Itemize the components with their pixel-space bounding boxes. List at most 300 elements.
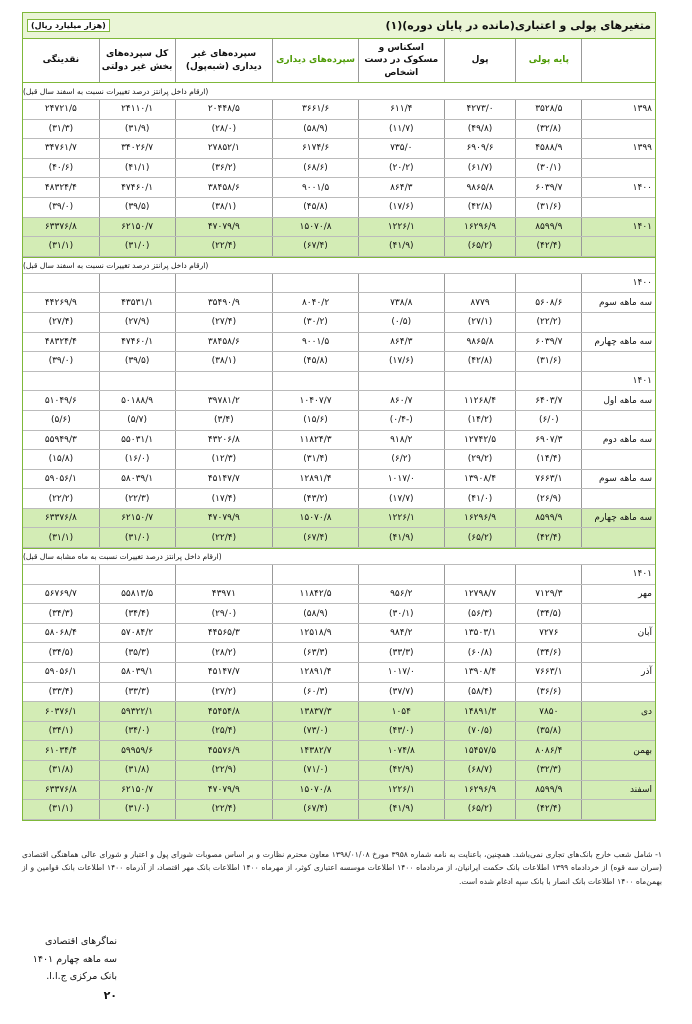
percent-change-row <box>23 120 655 140</box>
row-label: سه ماهه سوم <box>581 470 655 489</box>
row-label <box>581 604 655 623</box>
table-cell <box>444 372 516 391</box>
table-cell: (۲۲/۴) <box>175 237 273 256</box>
table-cell: ۹۸۶۵/۸ <box>444 333 516 352</box>
table-cell: ۶۹۰۹/۶ <box>444 139 516 158</box>
table-cell: (۲۲/۴) <box>175 528 273 547</box>
header-cell: کل سپرده‌های بخش غیر دولتی <box>99 39 175 82</box>
row-label: ۱۳۹۹ <box>581 139 655 158</box>
table-cell: ۴۸۳۲۴/۴ <box>44 182 77 193</box>
table-cell: (۱۴/۲) <box>444 411 516 430</box>
table-cell: (۶۷/۴) <box>272 237 358 256</box>
table-cell: ۱۱۲۶۸/۴ <box>444 391 516 410</box>
table-cell: (۷۱/۰) <box>272 761 358 780</box>
table-cell: ۱۰۵۴ <box>358 702 444 721</box>
percent-change-row <box>23 683 655 703</box>
table-cell <box>358 372 444 391</box>
table-cell: ۵۹۰۵۶/۱ <box>44 667 77 678</box>
table-cell: ۷۸۵۰ <box>515 702 581 721</box>
table-cell: (۳۹/۰) <box>48 202 74 213</box>
table-cell: ۱۶۲۹۶/۹ <box>444 509 516 528</box>
table-cell: (۰/۴-) <box>358 411 444 430</box>
table-cell: (۴۵/۸) <box>272 352 358 371</box>
table-title: متغیرهای پولی و اعتباری(مانده در پایان دوره)(۱) <box>385 19 651 32</box>
row-label <box>581 198 655 217</box>
table-cell: (۳۹/۵) <box>99 198 175 217</box>
table-cell: ۴۴۵۶۵/۳ <box>175 624 273 643</box>
table-cell: (۲۹/۲) <box>444 450 516 469</box>
table-cell <box>444 565 516 584</box>
table-cell: ۱۲۲۶/۱ <box>358 509 444 528</box>
table-cell: (۳۱/۰) <box>99 528 175 547</box>
table-cell: (۳۴/۶) <box>515 643 581 662</box>
table-cell: ۶۲۱۵۰/۷ <box>99 509 175 528</box>
table-cell: ۵۹۹۵۹/۶ <box>99 741 175 760</box>
table-cell: (۲۲/۳) <box>99 489 175 508</box>
table-cell: (۴۱/۱) <box>99 159 175 178</box>
table-cell: ۵۹۳۲۲/۱ <box>99 702 175 721</box>
value-row <box>23 293 655 313</box>
table-cell: (۴۵/۸) <box>272 198 358 217</box>
publisher-name: بانک مرکزی ج.ا.ا. <box>46 971 117 983</box>
table-cell: (۲۸/۰) <box>175 120 273 139</box>
table-cell: ۹۸۴/۲ <box>358 624 444 643</box>
row-label: سه ماهه سوم <box>581 293 655 312</box>
table-cell: ۲۰۴۴۸/۵ <box>175 100 273 119</box>
table-cell: (۲۷/۴) <box>48 317 74 328</box>
row-label <box>581 683 655 702</box>
table-cell: (۳۵/۸) <box>515 722 581 741</box>
table-cell: ۱۲۵۱۸/۹ <box>272 624 358 643</box>
table-cell: (۶۵/۲) <box>444 237 516 256</box>
table-cell: ۵۷۰۸۴/۲ <box>99 624 175 643</box>
table-cell: ۶۰۳۷۶/۱ <box>44 706 77 717</box>
row-label <box>581 761 655 780</box>
table-cell: ۵۵۹۴۹/۳ <box>44 434 77 445</box>
column-header-row <box>23 39 655 83</box>
table-cell: (۲۲/۲) <box>48 493 74 504</box>
table-cell <box>358 274 444 293</box>
table-cell: ۴۷۰۷۹/۹ <box>175 509 273 528</box>
table-cell: (۳۱/۴) <box>272 450 358 469</box>
row-label <box>581 313 655 332</box>
percent-change-row <box>23 761 655 781</box>
row-label <box>581 800 655 819</box>
row-label <box>581 237 655 256</box>
percent-change-row <box>23 604 655 624</box>
row-label: دی <box>581 702 655 721</box>
table-cell: (۱۷/۶) <box>358 352 444 371</box>
percent-change-row <box>23 313 655 333</box>
table-cell: ۱۲۲۶/۱ <box>358 781 444 800</box>
table-cell: (۲۸/۲) <box>175 643 273 662</box>
table-cell: ۶۱۰۳۴/۴ <box>44 745 77 756</box>
table-cell: (۴۳/۰) <box>358 722 444 741</box>
footnote: ۱- شامل شعب خارج بانک‌های تجاری نمی‌باشد. همچنین، باعنایت به نامه شماره ۳۹۵۸ مورخ ۱۳۹۸/۰۱/۰۸ معاون محترم نظارت و بر اساس مصوبات شورای پول و اعتبار و شورای عالی هماهنگی اقتصادی (سران سه قوه) از خردادماه ۱۳۹۹ اطلاعات بانک حکمت ایرانیان، از مردادماه ۱۴۰۰ اطلاعات موسسه اعتباری کوثر، از مهرماه ۱۴۰۰ اطلاعات بانک مهر اقتصاد، از آذرماه ۱۴۰۰ اطلاعات بانک قوامین و از بهمن‌ماه ۱۴۰۰ اطلاعات بانک انصار با بانک سپه ادغام شده است. <box>22 850 663 886</box>
row-label: ۱۴۰۱ <box>581 372 655 391</box>
table-cell: (۳۱/۰) <box>99 800 175 819</box>
table-cell: ۴۵۴۵۴/۸ <box>175 702 273 721</box>
table-cell: ۴۳۵۳۱/۱ <box>99 293 175 312</box>
table-cell: (۳۱/۶) <box>515 198 581 217</box>
table-cell: ۱۰۱۷/۰ <box>358 663 444 682</box>
header-cell: سپرده‌های غیر دیداری (شبه‌پول) <box>175 39 273 82</box>
table-cell: ۶۳۳۷۶/۸ <box>44 513 77 524</box>
table-cell: ۶۳۳۷۶/۸ <box>44 221 77 232</box>
table-cell: ۳۵۴۹۰/۹ <box>175 293 273 312</box>
row-label: ۱۳۹۸ <box>581 100 655 119</box>
table-cell: ۱۶۲۹۶/۹ <box>444 781 516 800</box>
table-cell: ۹۰۰۱/۵ <box>272 333 358 352</box>
publication-colophon <box>33 933 117 1006</box>
table-cell: ۵۸۰۳۹/۱ <box>99 470 175 489</box>
table-cell: (۳۶/۶) <box>515 683 581 702</box>
table-cell: ۴۲۷۳/۰ <box>444 100 516 119</box>
table-cell: (۲۷/۲) <box>175 683 273 702</box>
percent-change-row <box>23 800 655 820</box>
table-cell: ۱۲۷۴۲/۵ <box>444 431 516 450</box>
table-cell: (۱۵/۶) <box>272 411 358 430</box>
table-cell: ۱۶۲۹۶/۹ <box>444 218 516 237</box>
table-cell: ۵۶۰۸/۶ <box>515 293 581 312</box>
table-cell: ۶۴۰۳/۷ <box>515 391 581 410</box>
table-cell: (۵۸/۴) <box>444 683 516 702</box>
table-cell: ۵۵۰۳۱/۱ <box>99 431 175 450</box>
row-label: سه ماهه چهارم <box>581 333 655 352</box>
table-cell: ۶۲۱۵۰/۷ <box>99 781 175 800</box>
publication-name: نماگرهای اقتصادی <box>44 936 117 947</box>
table-cell <box>99 274 175 293</box>
table-cell: (۲۰/۲) <box>358 159 444 178</box>
table-cell: (۶/۲) <box>358 450 444 469</box>
table-cell <box>175 372 273 391</box>
table-cell: ۴۵۸۸/۹ <box>515 139 581 158</box>
table-body <box>23 83 655 820</box>
value-row <box>23 624 655 644</box>
table-cell: ۷۶۶۳/۱ <box>515 663 581 682</box>
table-cell: (۴۱/۹) <box>358 528 444 547</box>
table-cell: (۳۴/۳) <box>48 608 74 619</box>
table-cell: ۴۵۱۴۷/۷ <box>175 470 273 489</box>
header-cell: پایه پولی <box>515 39 581 82</box>
value-row <box>23 333 655 353</box>
table-cell: ۴۸۳۲۴/۴ <box>44 336 77 347</box>
table-cell: (۵۸/۹) <box>272 120 358 139</box>
table-cell: (۳۱/۸) <box>48 765 74 776</box>
row-label: ۱۴۰۱ <box>581 218 655 237</box>
row-label <box>581 352 655 371</box>
table-cell: (۴۱/۹) <box>358 237 444 256</box>
table-cell: (۵۶/۳) <box>444 604 516 623</box>
table-cell <box>23 274 99 293</box>
table-cell <box>175 274 273 293</box>
table-cell: ۴۷۰۷۹/۹ <box>175 218 273 237</box>
table-cell: (۴۲/۴) <box>515 528 581 547</box>
table-cell: ۶۱۱/۴ <box>358 100 444 119</box>
table-cell: ۸۵۹۹/۹ <box>515 509 581 528</box>
publication-period: سه ماهه چهارم ۱۴۰۱ <box>32 953 117 965</box>
table-cell: (۱۷/۷) <box>358 489 444 508</box>
table-cell: (۳۳/۳) <box>99 683 175 702</box>
table-cell: (۳۱/۱) <box>48 241 74 252</box>
row-label: مهر <box>581 585 655 604</box>
table-cell: (۳۲/۸) <box>515 120 581 139</box>
table-cell: (۳۰/۲) <box>272 313 358 332</box>
monetary-variables-table <box>22 12 656 821</box>
table-cell: (۳۱/۶) <box>515 352 581 371</box>
table-cell: (۴۲/۴) <box>515 237 581 256</box>
table-cell: (۱۲/۳) <box>175 450 273 469</box>
table-cell: (۷۳/۰) <box>272 722 358 741</box>
table-cell: ۵۹۰۵۶/۱ <box>44 473 77 484</box>
table-cell <box>272 565 358 584</box>
table-cell: (۳۱/۰) <box>99 237 175 256</box>
table-cell: (۴۹/۸) <box>444 120 516 139</box>
table-cell: ۲۴۱۱۰/۱ <box>99 100 175 119</box>
table-cell: (۴۲/۹) <box>358 761 444 780</box>
table-cell: ۴۴۲۶۹/۹ <box>44 297 77 308</box>
year-heading-row <box>23 565 655 585</box>
table-cell: ۹۰۰۱/۵ <box>272 178 358 197</box>
table-cell: (۷۰/۵) <box>444 722 516 741</box>
table-cell: (۶۸/۶) <box>272 159 358 178</box>
table-cell <box>444 274 516 293</box>
table-cell: (۴۲/۴) <box>515 800 581 819</box>
table-cell: (۲۵/۴) <box>175 722 273 741</box>
table-cell <box>358 565 444 584</box>
table-cell: (۳۶/۲) <box>175 159 273 178</box>
table-cell: ۶۰۳۹/۷ <box>515 178 581 197</box>
table-cell: (۲۲/۴) <box>175 800 273 819</box>
row-label <box>581 528 655 547</box>
table-cell: ۵۵۸۱۳/۵ <box>99 585 175 604</box>
table-cell: (۶۰/۸) <box>444 643 516 662</box>
table-cell: (۲۶/۹) <box>515 489 581 508</box>
table-cell: ۸۶۴/۳ <box>358 178 444 197</box>
table-cell: (۳۰/۱) <box>515 159 581 178</box>
value-row <box>23 781 655 801</box>
table-cell <box>99 565 175 584</box>
value-row <box>23 585 655 605</box>
table-cell: ۱۰۱۷/۰ <box>358 470 444 489</box>
table-cell: (۵۸/۹) <box>272 604 358 623</box>
table-cell: ۷۳۸/۸ <box>358 293 444 312</box>
table-cell: (۶۵/۲) <box>444 528 516 547</box>
header-cell: سپرده‌های دیداری <box>272 39 358 82</box>
percent-change-row <box>23 237 655 257</box>
table-cell: ۱۳۹۰۸/۴ <box>444 663 516 682</box>
percent-change-row <box>23 528 655 548</box>
value-row <box>23 470 655 490</box>
table-cell: ۱۴۸۹۱/۳ <box>444 702 516 721</box>
table-cell: (۶۷/۴) <box>272 528 358 547</box>
table-cell: ۶۳۳۷۶/۸ <box>44 784 77 795</box>
percent-change-row <box>23 450 655 470</box>
table-cell <box>272 372 358 391</box>
table-cell: (۳۴/۴) <box>99 604 175 623</box>
table-cell: (۱۶/۰) <box>99 450 175 469</box>
year-heading-row <box>23 274 655 294</box>
table-cell: (۱۱/۷) <box>358 120 444 139</box>
table-cell: (۰/۵) <box>358 313 444 332</box>
row-label <box>581 450 655 469</box>
table-cell: (۳۷/۷) <box>358 683 444 702</box>
header-cell-period <box>581 39 655 82</box>
row-label: ۱۴۰۰ <box>581 274 655 293</box>
table-cell: ۸۶۰/۷ <box>358 391 444 410</box>
table-cell: ۸۵۹۹/۹ <box>515 781 581 800</box>
table-cell: ۳۹۷۸۱/۲ <box>175 391 273 410</box>
table-cell: ۱۰۷۴/۸ <box>358 741 444 760</box>
value-row <box>23 178 655 198</box>
table-cell: ۵۸۰۳۹/۱ <box>99 663 175 682</box>
table-cell: (۱۴/۴) <box>515 450 581 469</box>
row-label <box>581 120 655 139</box>
row-label: بهمن <box>581 741 655 760</box>
table-cell: ۸۰۴۰/۲ <box>272 293 358 312</box>
value-row <box>23 663 655 683</box>
table-cell <box>175 565 273 584</box>
table-cell: ۴۵۵۷۶/۹ <box>175 741 273 760</box>
table-cell: ۷۳۵/۰ <box>358 139 444 158</box>
table-cell: ۱۳۵۰۳/۱ <box>444 624 516 643</box>
value-row <box>23 100 655 120</box>
value-row <box>23 139 655 159</box>
table-cell: (۲۷/۴) <box>175 313 273 332</box>
table-cell: ۵۱۰۴۹/۶ <box>44 395 77 406</box>
table-cell: (۳۸/۱) <box>175 352 273 371</box>
row-label: سه ماهه دوم <box>581 431 655 450</box>
table-cell: ۱۴۳۸۲/۷ <box>272 741 358 760</box>
table-cell: (۳۱/۱) <box>48 532 74 543</box>
table-cell: (۳۱/۸) <box>99 761 175 780</box>
table-cell: ۵۸۰۶۸/۴ <box>44 628 77 639</box>
section-note: (ارقام داخل پرانتز درصد تغییرات نسبت به اسفند سال قبل) <box>23 257 655 274</box>
percent-change-row <box>23 159 655 179</box>
percent-change-row <box>23 722 655 742</box>
row-label <box>581 159 655 178</box>
table-cell: ۴۷۴۶۰/۱ <box>99 333 175 352</box>
table-cell: ۸۷۷۹ <box>444 293 516 312</box>
table-cell: ۳۴۰۲۶/۷ <box>99 139 175 158</box>
table-cell: ۸۶۴/۳ <box>358 333 444 352</box>
table-cell: (۳۱/۱) <box>48 804 74 815</box>
section-note: (ارقام داخل پرانتز درصد تغییرات نسبت به ماه مشابه سال قبل) <box>23 548 655 565</box>
table-cell: (۴۱/۰) <box>444 489 516 508</box>
table-cell: ۱۲۸۹۱/۴ <box>272 663 358 682</box>
table-cell: (۳۹/۵) <box>99 352 175 371</box>
table-cell: ۷۶۶۳/۱ <box>515 470 581 489</box>
table-cell: ۱۳۸۳۷/۳ <box>272 702 358 721</box>
value-row <box>23 391 655 411</box>
table-cell: ۱۵۰۷۰/۸ <box>272 509 358 528</box>
table-cell: (۵/۶) <box>50 415 71 426</box>
table-cell: (۳۵/۳) <box>99 643 175 662</box>
percent-change-row <box>23 352 655 372</box>
table-cell: (۲۷/۹) <box>99 313 175 332</box>
table-cell: (۳۳/۴) <box>48 686 74 697</box>
table-cell: ۶۲۱۵۰/۷ <box>99 218 175 237</box>
table-cell: (۲۲/۹) <box>175 761 273 780</box>
table-cell <box>515 274 581 293</box>
table-cell: (۶۰/۳) <box>272 683 358 702</box>
table-cell: ۱۲۷۹۸/۷ <box>444 585 516 604</box>
table-cell: ۵۰۱۸۸/۹ <box>99 391 175 410</box>
table-cell: (۶۳/۳) <box>272 643 358 662</box>
percent-change-row <box>23 643 655 663</box>
header-cell: اسکناس و مسکوک در دست اشخاص <box>358 39 444 82</box>
value-row <box>23 431 655 451</box>
table-cell: (۴۲/۸) <box>444 198 516 217</box>
unit-label: (هزار میلیارد ریال) <box>27 19 110 32</box>
header-cell: نقدینگی <box>42 55 80 66</box>
table-cell: ۴۵۱۴۷/۷ <box>175 663 273 682</box>
table-cell: (۲۷/۱) <box>444 313 516 332</box>
table-cell: (۶۵/۲) <box>444 800 516 819</box>
table-cell: (۴۰/۶) <box>48 163 74 174</box>
table-cell: (۲۲/۲) <box>515 313 581 332</box>
table-cell: ۶۹۰۷/۳ <box>515 431 581 450</box>
table-cell: ۴۳۹۷۱ <box>175 585 273 604</box>
row-label: ۱۴۰۱ <box>581 565 655 584</box>
row-label <box>581 643 655 662</box>
page-number: ۲۰ <box>103 988 117 1002</box>
table-cell: (۳۸/۱) <box>175 198 273 217</box>
table-cell: (۳۳/۳) <box>358 643 444 662</box>
table-cell: (۳/۴) <box>175 411 273 430</box>
table-cell: ۱۲۲۶/۱ <box>358 218 444 237</box>
table-cell: (۱۷/۴) <box>175 489 273 508</box>
table-cell: (۴۲/۸) <box>444 352 516 371</box>
value-row <box>23 741 655 761</box>
percent-change-row <box>23 198 655 218</box>
table-cell: ۹۸۶۵/۸ <box>444 178 516 197</box>
table-cell: ۴۷۴۶۰/۱ <box>99 178 175 197</box>
table-cell: (۳۴/۱) <box>48 726 74 737</box>
table-cell: (۳۲/۳) <box>515 761 581 780</box>
table-cell: (۶۷/۴) <box>272 800 358 819</box>
table-cell: ۲۴۷۲۱/۵ <box>44 104 77 115</box>
table-cell: ۱۰۴۰۷/۷ <box>272 391 358 410</box>
table-cell <box>23 372 99 391</box>
table-cell: (۳۴/۰) <box>99 722 175 741</box>
table-cell: ۸۰۸۶/۴ <box>515 741 581 760</box>
table-cell <box>272 274 358 293</box>
row-label <box>581 411 655 430</box>
table-cell: ۶۱۷۴/۶ <box>272 139 358 158</box>
table-cell <box>515 565 581 584</box>
table-title-bar <box>23 13 655 39</box>
table-cell: ۱۵۰۷۰/۸ <box>272 218 358 237</box>
table-cell: ۷۱۲۹/۳ <box>515 585 581 604</box>
table-cell: ۱۲۸۹۱/۴ <box>272 470 358 489</box>
table-cell <box>515 372 581 391</box>
table-cell: ۴۳۲۰۶/۸ <box>175 431 273 450</box>
table-cell <box>23 565 99 584</box>
table-cell: ۶۰۳۹/۷ <box>515 333 581 352</box>
table-cell: (۳۹/۰) <box>48 356 74 367</box>
table-cell: ۳۴۷۶۱/۷ <box>44 143 77 154</box>
value-row <box>23 218 655 238</box>
table-cell: ۱۳۹۰۸/۴ <box>444 470 516 489</box>
percent-change-row <box>23 489 655 509</box>
table-cell: ۳۸۴۵۸/۶ <box>175 178 273 197</box>
table-cell: ۹۵۶/۲ <box>358 585 444 604</box>
table-cell: (۵/۷) <box>99 411 175 430</box>
row-label: ۱۴۰۰ <box>581 178 655 197</box>
table-cell: (۳۴/۵) <box>48 647 74 658</box>
table-cell: (۱۵/۸) <box>48 454 74 465</box>
